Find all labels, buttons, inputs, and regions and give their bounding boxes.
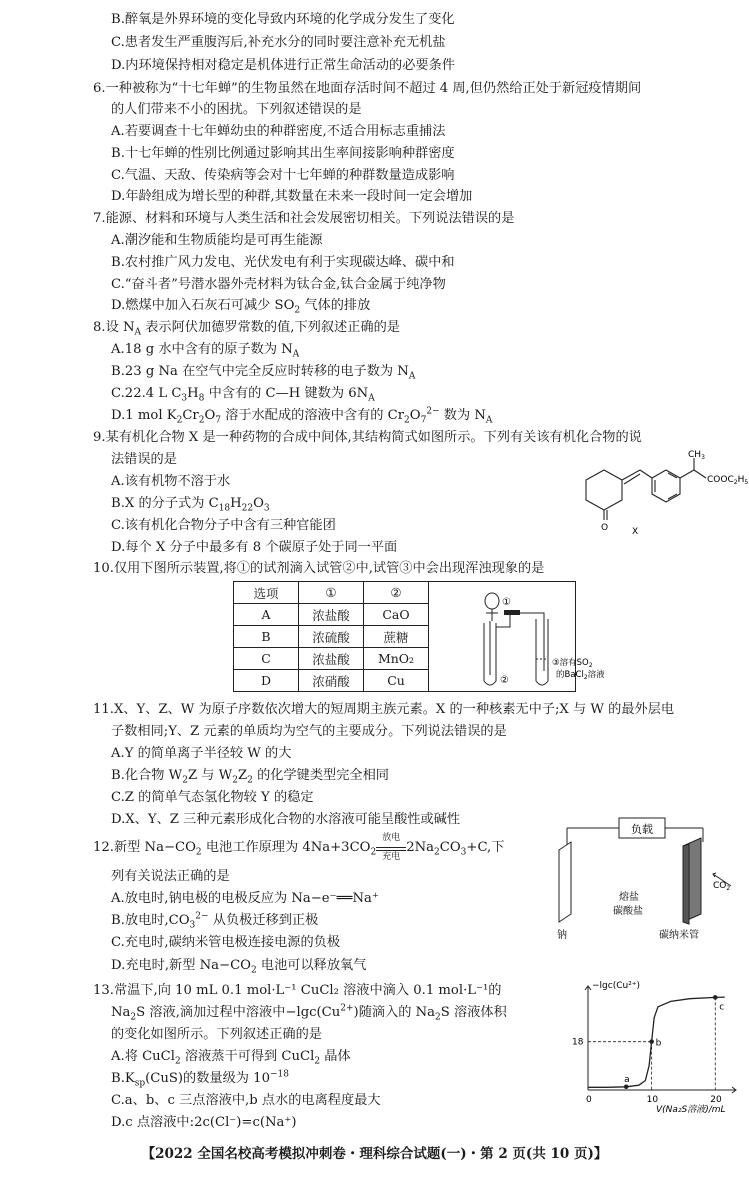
q13-option-a: A.将 CuCl$_2$ 溶液蒸干可得到 CuCl$_2$ 晶体 <box>111 1049 351 1067</box>
table-cell: 蔗糖 <box>364 626 429 648</box>
q13-stem-2: $Na_2S$ 溶液,滴加过程中溶液中$-\lg c(Cu^{2+})$随滴入的 $Na_2S$ 溶液体积 <box>111 1003 507 1023</box>
q12-fig-salt-2: 碳酸盐 <box>613 906 643 917</box>
table-cell: C <box>234 648 299 670</box>
q9-option-a: A.该有机物不溶于水 <box>111 474 231 489</box>
q7-option-b: B.农村推广风力发电、光伏发电有利于实现碳达峰、碳中和 <box>111 255 455 270</box>
q13-titration-chart <box>568 978 744 1118</box>
q11-option-c: C.Z 的简单气态氢化物较 Y 的稳定 <box>111 790 314 805</box>
q12-battery-figure <box>553 814 741 944</box>
y-axis-label: −lgc(Cu²⁺) <box>592 981 641 991</box>
x-tick-label: 10 <box>646 1095 659 1105</box>
table-cell: B <box>234 626 299 648</box>
q12-option-d: D.充电时,新型 $Na-CO_2$ 电池可以释放氧气 <box>111 958 367 976</box>
data-point-a <box>624 1084 629 1089</box>
data-point-c <box>713 995 718 1000</box>
q9-fig-o: O <box>601 523 609 533</box>
x-tick-label: 20 <box>710 1095 722 1105</box>
data-label-a: a <box>624 1074 630 1085</box>
x-tick-label: 0 <box>586 1095 592 1105</box>
q10-fig-label-3a: ③溶有$SO_2$ <box>552 658 593 669</box>
q9-fig-ch3: $CH_3$ <box>688 450 705 461</box>
q9-stem-1: 9.某有机化合物 X 是一种药物的合成中间体,其结构简式如图所示。下列有关该有机化合物的说 <box>93 430 642 445</box>
table-cell: A <box>234 604 299 626</box>
q11-option-a: A.Y 的简单离子半径较 W 的大 <box>111 746 292 761</box>
q5-option-c: C.患者发生严重腹泻后,补充水分的同时要注意补充无机盐 <box>111 35 446 50</box>
q13-option-c: C.a、b、c 三点溶液中,b 点水的电离程度最大 <box>111 1093 381 1108</box>
q10-fig-label-3b: 的BaCl$_2$溶液 <box>556 670 605 681</box>
q12-stem: 12.新型 $Na-CO_2$ 电池工作原理为 $4Na+3CO_2$ 放电 充电 $2Na_2CO_3+C$,下 <box>93 832 505 862</box>
q9-option-d: D.每个 X 分子中最多有 8 个碳原子处于同一平面 <box>111 540 398 555</box>
q6-option-c: C.气温、天敌、传染病等会对十七年蝉的种群数量造成影响 <box>111 168 455 183</box>
q7-option-d: D.燃煤中加入石灰石可减少 $SO_2$ 气体的排放 <box>111 298 371 316</box>
q10-fig-label-2: ② <box>500 675 509 686</box>
table-cell: 浓硝酸 <box>299 670 364 692</box>
q12-option-c: C.充电时,碳纳米管电极连接电源的负极 <box>111 935 341 950</box>
table-cell: 浓盐酸 <box>299 604 364 626</box>
q7-stem: 7.能源、材料和环境与人类生活和社会发展密切相关。下列说法错误的是 <box>93 211 515 226</box>
q10-fig-label-1: ① <box>502 597 511 608</box>
data-label-c: c <box>719 1002 725 1013</box>
q7-option-a: A.潮汐能和生物质能均是可再生能源 <box>111 233 323 248</box>
q9-structure-figure <box>560 448 749 538</box>
reversible-arrow: 放电 充电 <box>376 845 406 851</box>
clamp <box>504 610 520 615</box>
x-axis-label: V(Na₂S溶液)/mL <box>656 1105 726 1115</box>
q8-option-d: D.1 mol $K_2Cr_2O_7$ 溶于水配成的溶液中含有的 $Cr_2O_7^{2-}$ 数为 $N_A$ <box>111 406 493 426</box>
q8-option-a: A.18 g 水中含有的原子数为 $N_A$ <box>111 342 300 360</box>
q8-stem: 8.设 $N_A$ 表示阿伏加德罗常数的值,下列叙述正确的是 <box>93 320 400 338</box>
table-cell: MnO₂ <box>364 648 429 670</box>
y-tick-label: 18 <box>572 1037 584 1048</box>
q12-fig-salt-1: 熔盐 <box>619 892 639 903</box>
q8-option-b: B.23 g Na 在空气中完全反应时转移的电子数为 $N_A$ <box>111 364 416 382</box>
table-cell: CaO <box>364 604 429 626</box>
q10-apparatus-figure <box>470 583 618 693</box>
q12-fig-cnt: 碳纳米管 <box>659 930 699 941</box>
data-label-b: b <box>655 1038 662 1049</box>
q11-stem-2: 子数相同;Y、Z 元素的单质均为空气的主要成分。下列说法错误的是 <box>111 724 507 739</box>
table-cell: 浓硫酸 <box>299 626 364 648</box>
q12-option-b: B.放电时$,CO_3^{2-}$ 从负极迁移到正极 <box>111 911 319 931</box>
q11-stem-1: 11.X、Y、Z、W 为原子序数依次增大的短周期主族元素。X 的一种核素无中子;X 与 W 的最外层电 <box>93 702 675 717</box>
q10-stem: 10.仅用下图所示装置,将①的试剂滴入试管②中,试管③中会出现浑浊现象的是 <box>93 561 545 576</box>
q6-stem-1: 6.一种被称为“十七年蝉”的生物虽然在地面存活时间不超过 4 周,但仍然给正处于新冠疫情期间 <box>93 81 642 96</box>
table-cell: Cu <box>364 670 429 692</box>
q5-option-d: D.内环境保持相对稳定是机体进行正常生命活动的必要条件 <box>111 58 455 73</box>
q12-fig-sodium: 钠 <box>557 930 567 941</box>
q12-fig-load: 负载 <box>631 823 653 836</box>
table-cell: D <box>234 670 299 692</box>
q13-stem-3: 的变化如图所示。下列叙述正确的是 <box>111 1027 322 1042</box>
q6-option-a: A.若要调查十七年蝉幼虫的种群密度,不适合用标志重捕法 <box>111 124 446 139</box>
table-header: ① <box>299 582 364 604</box>
q9-option-c: C.该有机化合物分子中含有三种官能团 <box>111 518 336 533</box>
table-cell: 浓盐酸 <box>299 648 364 670</box>
q8-option-c: C.22.4 L $C_3H_8$ 中含有的 C—H 键数为 $6N_A$ <box>111 386 375 404</box>
q9-fig-label: X <box>632 527 639 537</box>
table-header: ② <box>364 582 429 604</box>
table-header: 选项 <box>234 582 299 604</box>
q9-fig-ester: $COOC_2H_5$ <box>707 475 749 486</box>
q11-option-d: D.X、Y、Z 三种元素形成化合物的水溶液可能呈酸性或碱性 <box>111 812 461 827</box>
q9-option-b: B.X 的分子式为 $C_{18}H_{22}O_3$ <box>111 496 270 514</box>
q13-stem-1: 13.常温下,向 10 mL 0.1 mol·L⁻¹ CuCl₂ 溶液中滴入 0.1 mol·L⁻¹的 <box>93 983 502 998</box>
q12-option-a: A.放电时,钠电极的电极反应为 Na−e⁻══Na⁺ <box>111 891 379 906</box>
q11-option-b: B.化合物 $W_2Z$ 与 $W_2Z_2$ 的化学键类型完全相同 <box>111 768 389 786</box>
q5-option-b: B.醉氧是外界环境的变化导致内环境的化学成分发生了变化 <box>111 12 455 27</box>
data-point-b <box>649 1039 654 1044</box>
q6-option-d: D.年龄组成为增长型的种群,其数量在未来一段时间一定会增加 <box>111 189 473 204</box>
q13-option-b: $B.K_{sp}(CuS)$的数量级为 $10^{-18}$ <box>111 1069 289 1089</box>
q7-option-c: C.“奋斗者”号潜水器外壳材料为钛合金,钛合金属于纯净物 <box>111 277 446 292</box>
q6-option-b: B.十七年蝉的性别比例通过影响其出生率间接影响种群密度 <box>111 146 455 161</box>
page-footer: 【2022 全国名校高考模拟冲刺卷・理科综合试题(一)・第 2 页(共 10 页)】 <box>141 1146 608 1162</box>
q12-fig-co2: $CO_2$ <box>713 881 731 892</box>
q6-stem-2: 的人们带来不小的困扰。下列叙述错误的是 <box>111 102 362 117</box>
q9-stem-2: 法错误的是 <box>111 452 177 467</box>
q12-stem-2: 列有关说法正确的是 <box>111 869 230 884</box>
q13-option-d: D.c 点溶液中:2c(Cl⁻)=c(Na⁺) <box>111 1115 297 1130</box>
